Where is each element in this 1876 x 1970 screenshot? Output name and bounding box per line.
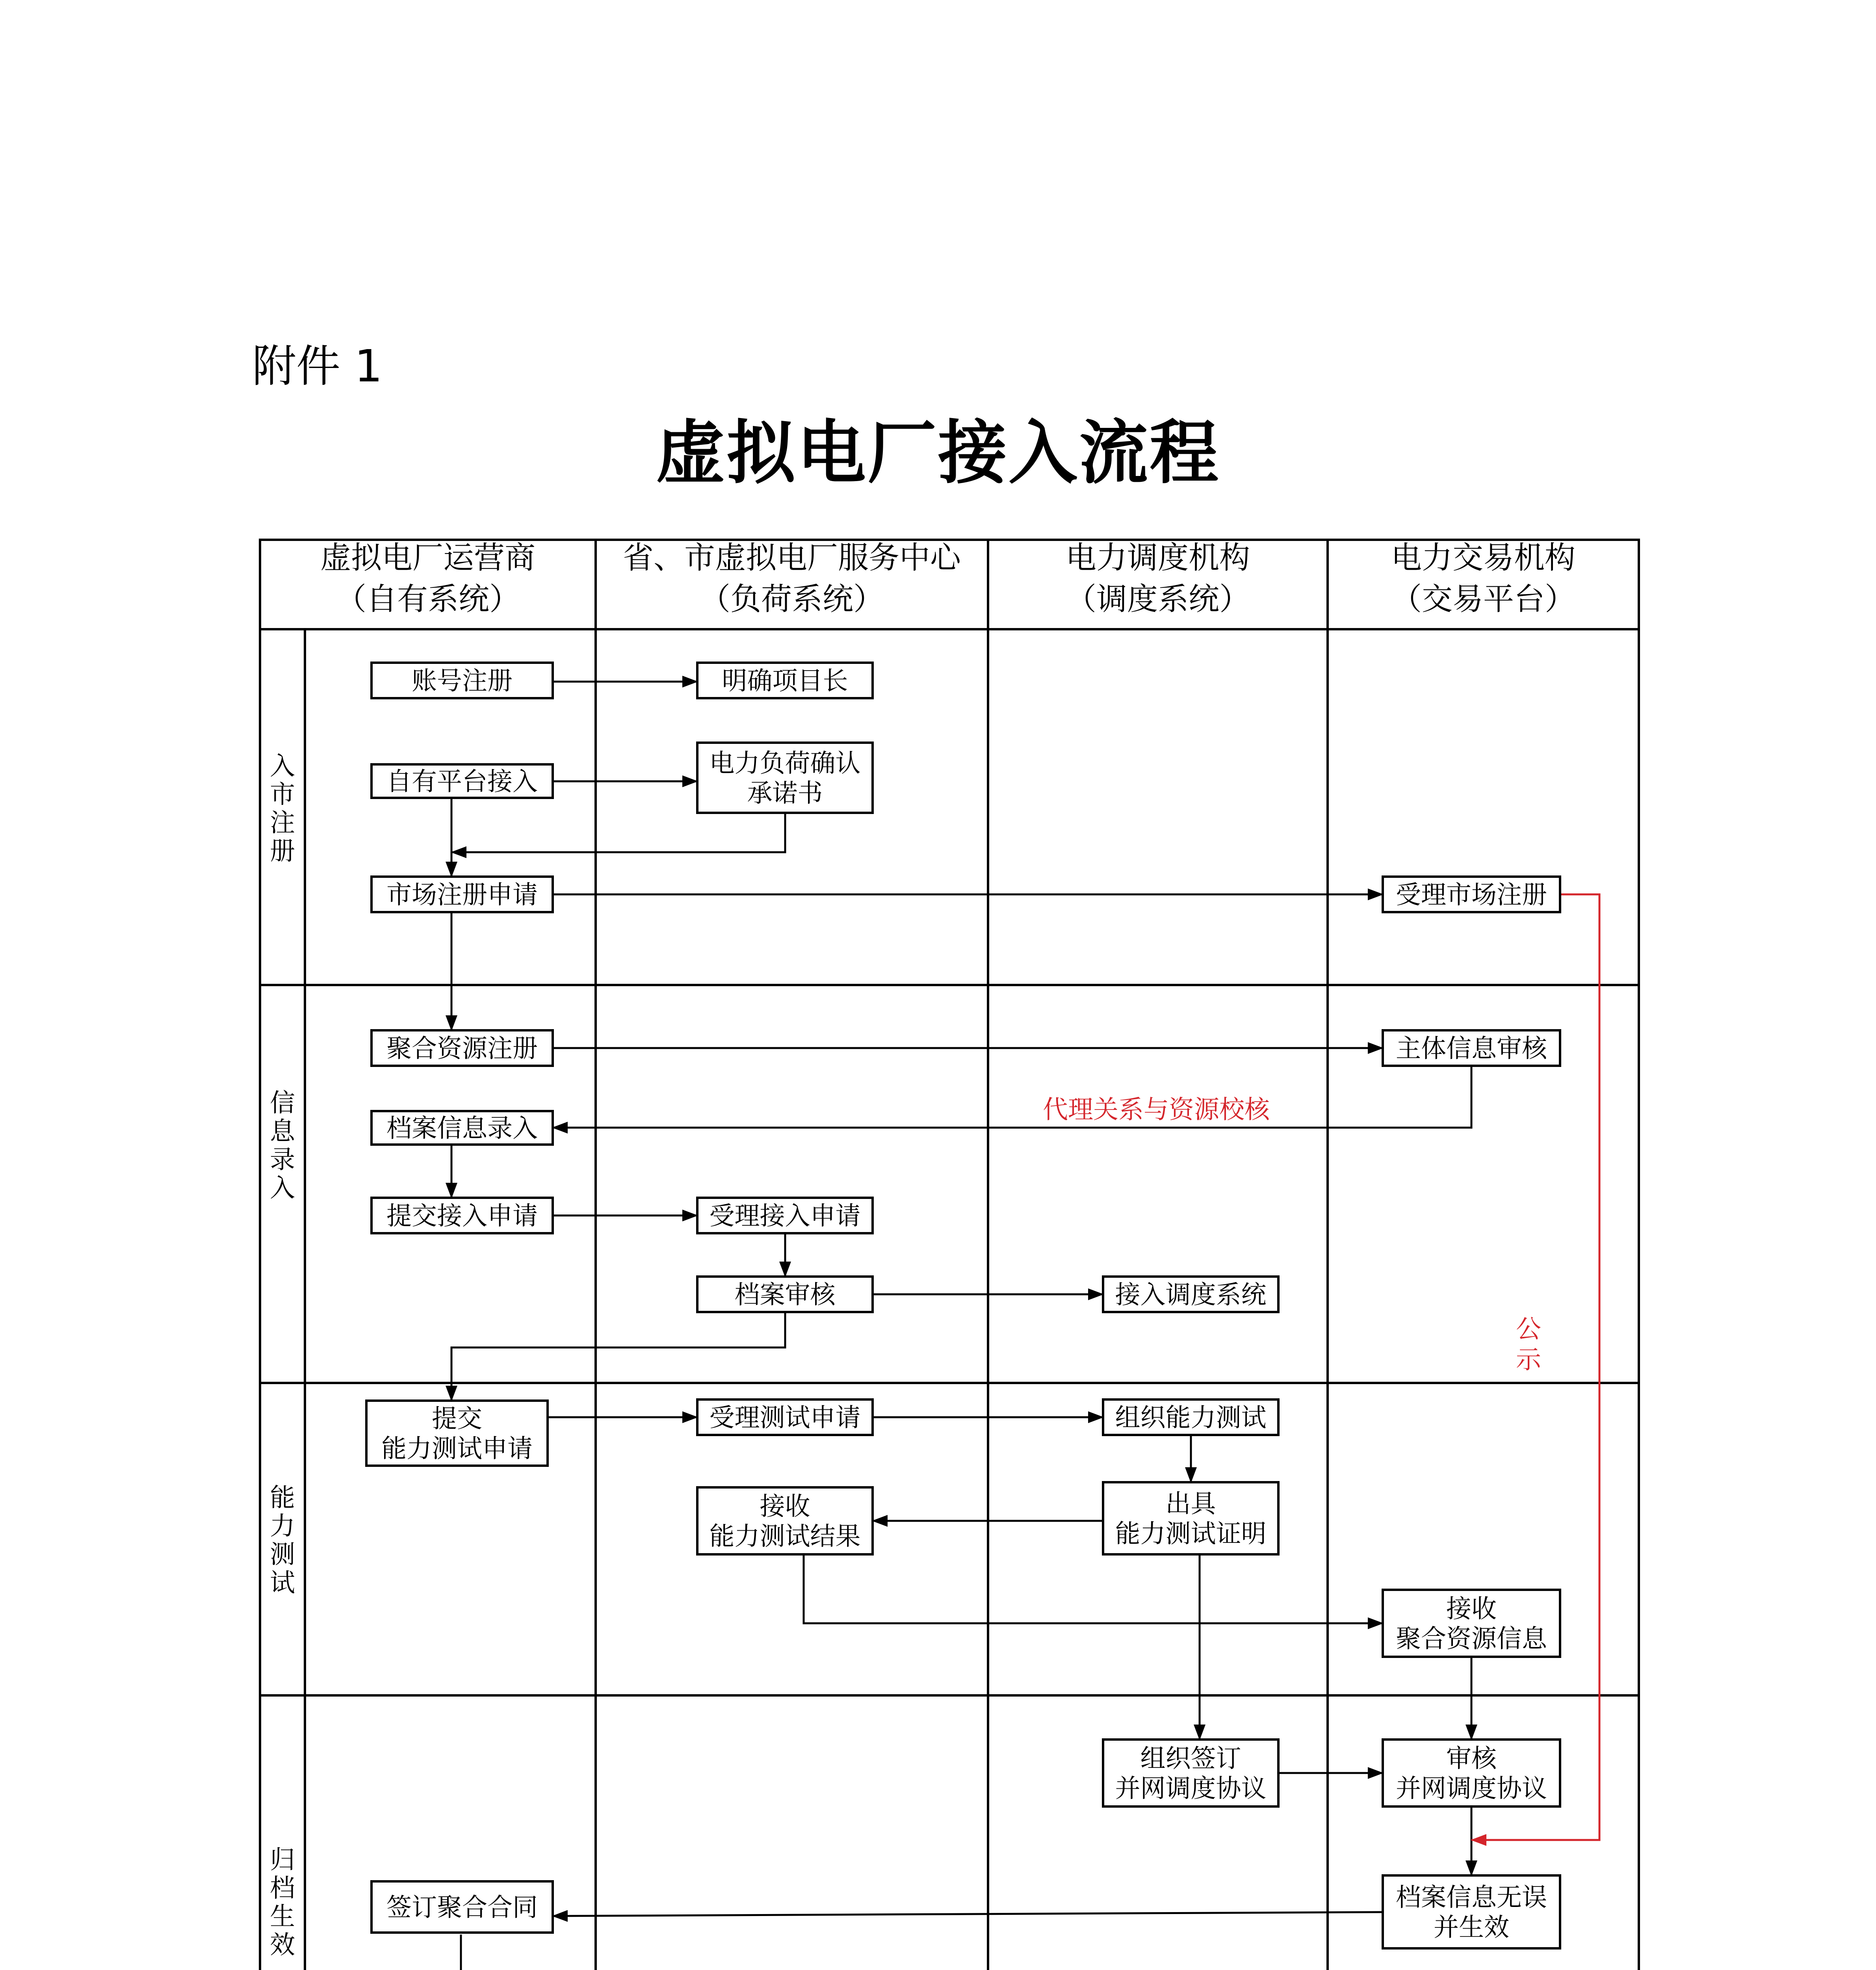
phase-labels [270,752,295,1960]
phase-label [270,1089,295,1203]
column-header-line1: 虚拟电厂运营商 [320,540,536,576]
svg-text:市: 市 [270,780,295,809]
process-box-text: 明确项目长 [722,667,848,696]
svg-text:生: 生 [270,1902,295,1931]
arrow-subject-review-to-archive-entry [553,1066,1471,1128]
column-header-dispatch [1066,540,1250,617]
process-box-text: 出具 [1165,1489,1216,1519]
process-box-text: 受理接入申请 [709,1202,861,1231]
process-box-text: 并网调度协议 [1115,1774,1267,1804]
process-box-juhe-zhuce [371,1030,553,1066]
process-box-chengnuo [697,743,873,813]
process-box-text: 档案审核 [734,1280,836,1310]
process-box-jieshou-juhe [1383,1590,1560,1657]
process-box-text: 提交 [432,1404,482,1434]
svg-text:息: 息 [270,1117,295,1146]
svg-text:册: 册 [270,837,295,866]
process-box-jieru-diaodu [1103,1277,1278,1312]
attachment-label: 附件 1 [252,341,383,392]
process-box-text: 聚合资源注册 [386,1034,538,1064]
process-box-dangan-luru [371,1111,553,1145]
process-box-text: 接收 [1446,1595,1497,1624]
page-title: 虚拟电厂接入流程 [656,413,1220,493]
column-header-line1: 电力调度机构 [1065,540,1250,576]
process-box-shouli-jieru [697,1198,873,1233]
svg-text:力: 力 [270,1512,295,1541]
svg-text:注: 注 [270,808,295,838]
column-header-line2: （负荷系统） [699,582,884,617]
process-box-text: 承诺书 [747,779,823,808]
process-box-text: 主体信息审核 [1396,1034,1547,1064]
process-box-tijiao-jieru [371,1198,553,1233]
svg-text:信: 信 [270,1089,295,1118]
arrow-receive-result-to-receive-aggregate [804,1554,1383,1623]
process-box-zhanghao [371,663,553,698]
process-box-text: 受理测试申请 [709,1403,861,1433]
phase-label [270,752,295,866]
process-box-text: 提交接入申请 [386,1202,538,1231]
process-box-text: 能力测试结果 [709,1522,861,1552]
process-box-text: 电力负荷确认 [709,749,861,779]
column-header-trading [1391,540,1575,617]
column-header-line1: 省、市虚拟电厂服务中心 [622,540,961,576]
process-box-text: 并网调度协议 [1396,1774,1547,1804]
process-box-text: 能力测试证明 [1115,1519,1267,1549]
process-box-ziyou [371,764,553,798]
process-box-text: 签订聚合合同 [386,1893,538,1923]
svg-text:效: 效 [270,1931,295,1960]
process-box-text: 组织能力测试 [1115,1403,1267,1433]
process-box-text: 能力测试申请 [381,1434,533,1464]
svg-text:能: 能 [270,1483,295,1513]
phase-label [270,1845,295,1960]
process-box-text: 自有平台接入 [386,767,538,797]
process-box-tijiao-ceshi [366,1401,548,1466]
column-header-operator [320,540,535,617]
column-header-line1: 电力交易机构 [1391,540,1576,576]
process-box-text: 审核 [1446,1744,1497,1774]
process-box-text: 聚合资源信息 [1396,1624,1547,1654]
svg-text:归: 归 [270,1845,295,1875]
phase-label [270,1483,295,1598]
process-box-text: 并生效 [1434,1913,1509,1942]
process-box-zuzhi-ceshi [1103,1399,1278,1435]
process-box-shichang [371,877,553,912]
process-box-mingque [697,663,873,698]
publicity-label [1516,1315,1542,1375]
process-box-zhuti [1383,1030,1560,1066]
arrow-archive-effective-to-sign-contract [553,1912,1383,1916]
process-box-jieshou-jieguo [697,1487,873,1554]
process-box-text: 市场注册申请 [386,881,538,910]
column-header-line2: （交易平台） [1391,582,1576,617]
process-box-text: 档案信息录入 [386,1114,538,1143]
svg-text:入: 入 [270,752,295,781]
flow-arrows [451,682,1471,1970]
process-box-dangan-shenhe [697,1277,873,1312]
svg-text:示: 示 [1516,1346,1541,1375]
process-box-chuju [1103,1482,1278,1554]
process-box-shouli-ceshi [697,1399,873,1435]
arrow-archive-review-to-submit-test [451,1312,785,1401]
process-box-qianding-hetong [371,1881,553,1933]
process-box-shouli-zhuce [1383,877,1560,912]
svg-text:录: 录 [270,1145,295,1175]
process-box-text: 档案信息无误 [1396,1883,1547,1912]
process-box-text: 接收 [760,1492,810,1522]
process-box-text: 受理市场注册 [1396,881,1547,910]
svg-text:试: 试 [270,1569,295,1598]
process-box-dangan-wuwu [1383,1875,1560,1948]
svg-text:入: 入 [270,1174,295,1203]
process-box-text: 组织签订 [1140,1744,1241,1774]
process-box-text: 账号注册 [412,667,513,696]
column-header-line2: （自有系统） [335,582,520,617]
svg-text:测: 测 [270,1540,295,1569]
arrow-commitment-to-market-register [451,813,785,852]
svg-text:档: 档 [270,1874,295,1903]
svg-text:公: 公 [1516,1315,1541,1344]
column-header-service-center [623,540,962,617]
process-box-text: 接入调度系统 [1115,1280,1267,1310]
column-header-line2: （调度系统） [1065,582,1250,617]
process-box-zuzhi-qianding [1103,1740,1278,1806]
proxy-check-label: 代理关系与资源校核 [1043,1095,1270,1124]
process-box-shenhe-xieyi [1383,1740,1560,1806]
